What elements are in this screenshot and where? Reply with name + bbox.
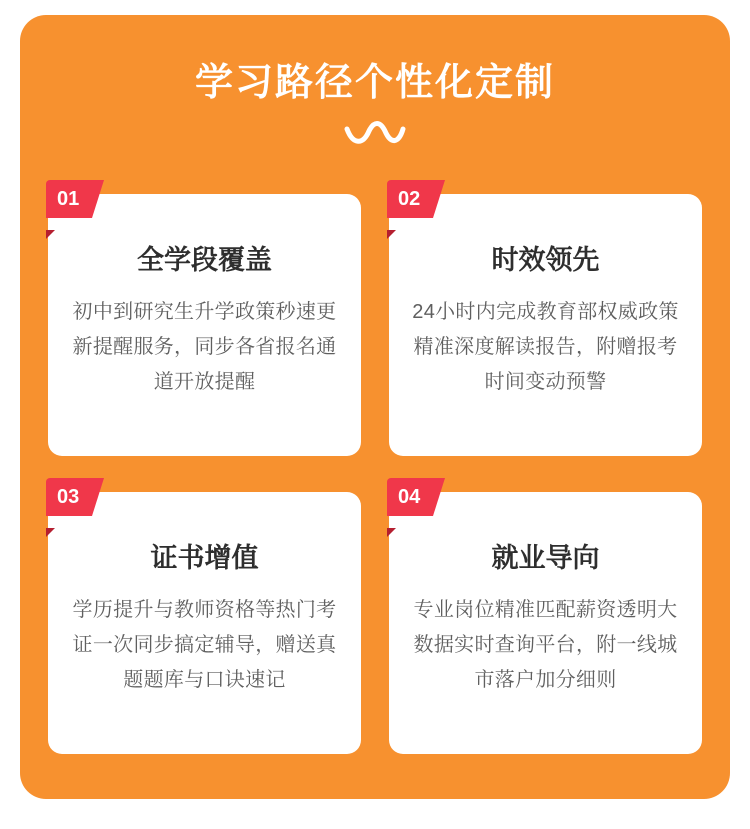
badge-fold-decoration: [387, 230, 396, 239]
poster-container: [20, 15, 730, 799]
feature-card-2: [389, 187, 702, 456]
card-body: [48, 492, 361, 754]
card-body: [389, 492, 702, 754]
badge-fold-decoration: [46, 528, 55, 537]
page-title: 学习路径个性化定制: [194, 62, 555, 104]
badge-fold-decoration: [46, 230, 55, 239]
card-number-badge: 04: [387, 478, 433, 516]
card-number-badge: 01: [46, 180, 92, 218]
card-title: 时效领先: [491, 244, 600, 275]
card-title: 证书增值: [150, 542, 259, 573]
title-block: [20, 15, 730, 152]
card-description: 24小时内完成教育部权威政策精准深度解读报告，附赠报考时间变动预警: [412, 301, 679, 394]
card-body: [48, 194, 361, 456]
card-body: [389, 194, 702, 456]
card-title: 全学段覆盖: [137, 244, 272, 275]
card-description: 专业岗位精准匹配薪资透明大数据实时查询平台，附一线城市落户加分细则: [413, 599, 678, 692]
feature-card-3: [48, 485, 361, 754]
feature-card-1: [48, 187, 361, 456]
wave-divider-icon: [343, 121, 407, 147]
badge-fold-decoration: [387, 528, 396, 537]
card-description: 学历提升与教师资格等热门考证一次同步搞定辅导，赠送真题题库与口诀速记: [72, 599, 337, 692]
card-description: 初中到研究生升学政策秒速更新提醒服务，同步各省报名通道开放提醒: [72, 301, 337, 394]
card-number-badge: 03: [46, 478, 92, 516]
feature-card-grid: [20, 152, 730, 754]
card-title: 就业导向: [491, 542, 600, 573]
card-number-badge: 02: [387, 180, 433, 218]
feature-card-4: [389, 485, 702, 754]
